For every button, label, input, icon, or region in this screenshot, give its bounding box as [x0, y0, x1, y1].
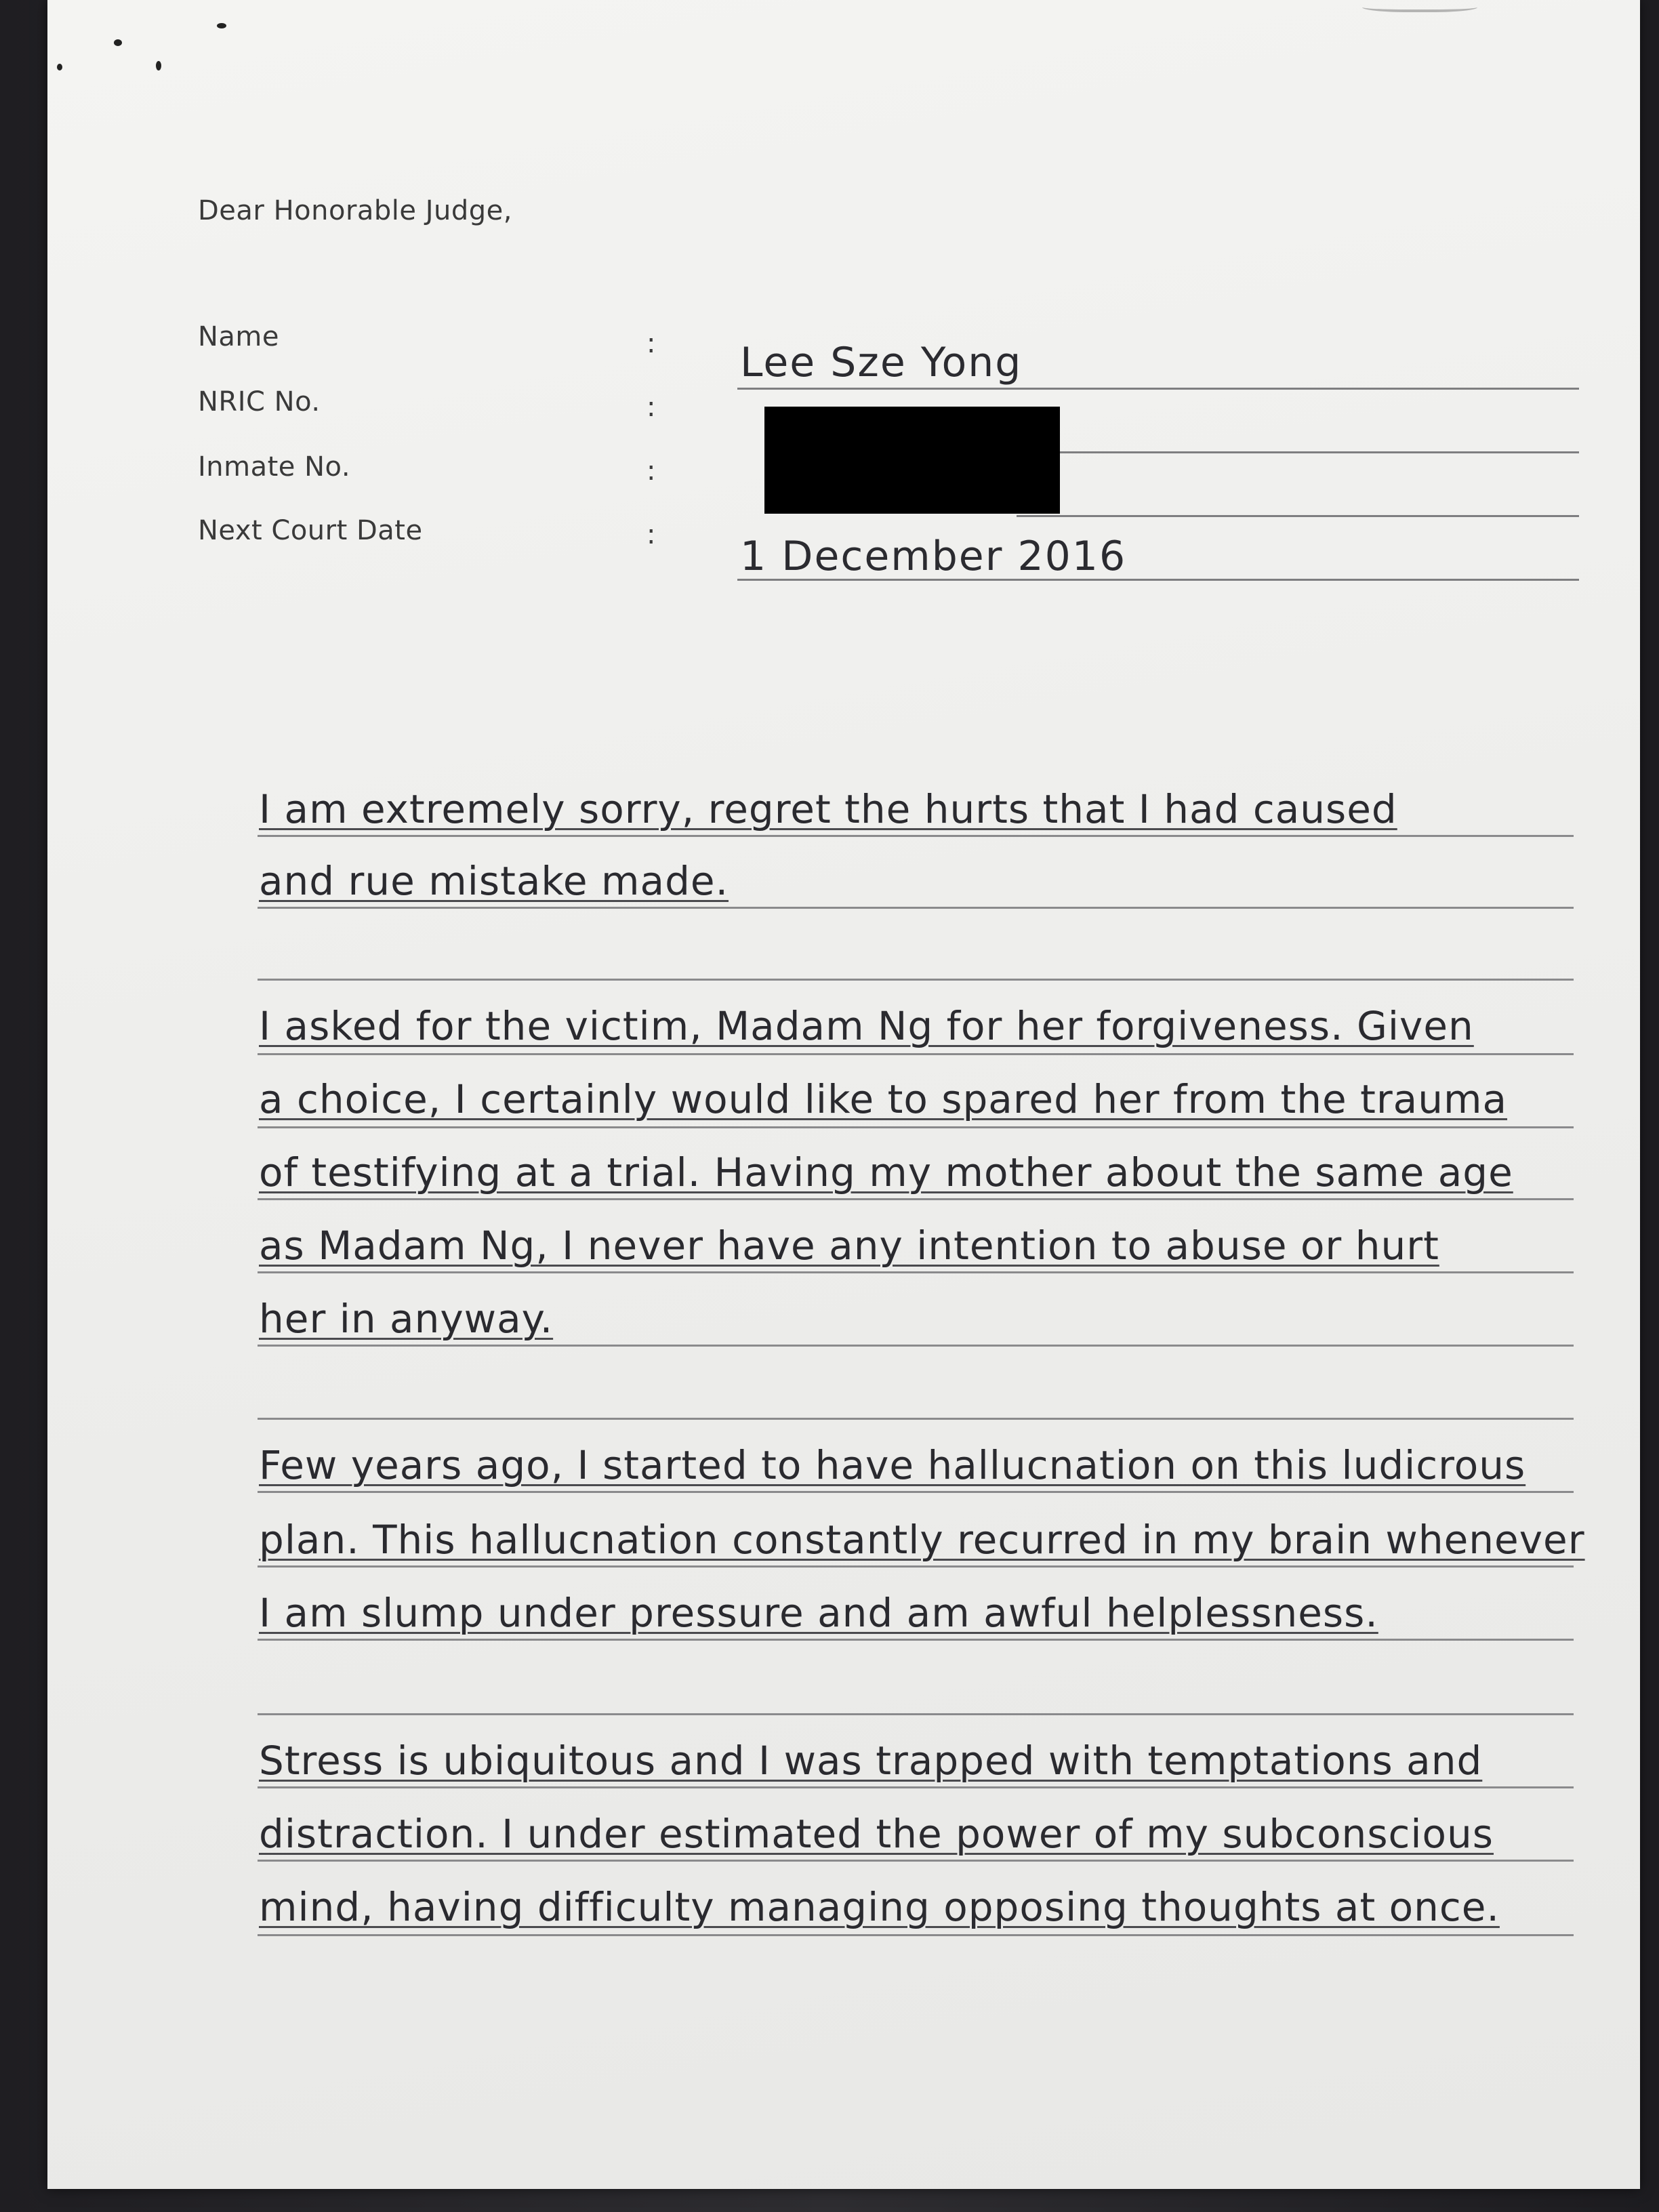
field-colon: :: [647, 455, 656, 487]
ruled-line: [258, 1639, 1574, 1641]
ruled-line: [258, 1053, 1574, 1055]
ruled-line: [258, 1491, 1574, 1493]
ruled-line: [258, 1126, 1574, 1128]
body-line: I am slump under pressure and am awful helplessness.: [259, 1590, 1378, 1636]
paper-speck: [57, 64, 62, 70]
redaction-block: [764, 407, 1060, 514]
ruled-line: [258, 979, 1574, 981]
ruled-line: [258, 1345, 1574, 1347]
ruled-line: [258, 1786, 1574, 1788]
paper-speck: [156, 61, 161, 70]
field-value-name: Lee Sze Yong: [740, 339, 1023, 386]
field-line-name: [737, 388, 1579, 390]
page-edge-mark: [1362, 0, 1477, 12]
ruled-line: [258, 1565, 1574, 1568]
body-line: and rue mistake made.: [259, 858, 729, 904]
body-line: as Madam Ng, I never have any intention to abuse or hurt: [259, 1223, 1439, 1269]
paper-speck: [217, 23, 226, 28]
ruled-line: [258, 835, 1574, 837]
field-label-court-date: Next Court Date: [198, 515, 423, 546]
salutation: Dear Honorable Judge,: [198, 195, 512, 226]
field-colon: :: [647, 519, 656, 550]
ruled-line: [258, 1713, 1574, 1715]
ruled-line: [258, 1271, 1574, 1273]
ruled-line: [258, 1934, 1574, 1936]
ruled-line: [258, 1198, 1574, 1200]
body-line: plan. This hallucnation constantly recurred in my brain whenever: [259, 1517, 1585, 1563]
field-line-nric: [1017, 451, 1579, 453]
body-line: mind, having difficulty managing opposing thoughts at once.: [259, 1884, 1500, 1930]
field-line-inmate: [1017, 515, 1579, 517]
body-line: Stress is ubiquitous and I was trapped with temptations and: [259, 1738, 1483, 1784]
body-line: a choice, I certainly would like to spared her from the trauma: [259, 1076, 1508, 1122]
field-colon: :: [647, 328, 656, 359]
ruled-line: [258, 1418, 1574, 1420]
field-label-nric: NRIC No.: [198, 386, 321, 417]
body-line: distraction. I under estimated the power of my subconscious: [259, 1811, 1494, 1857]
field-label-inmate: Inmate No.: [198, 451, 351, 483]
letter-sheet: [47, 0, 1640, 2189]
field-colon: :: [647, 392, 656, 423]
ruled-line: [258, 1860, 1574, 1862]
body-line: I asked for the victim, Madam Ng for her forgiveness. Given: [259, 1003, 1474, 1049]
body-line: her in anyway.: [259, 1296, 554, 1342]
paper-speck: [114, 39, 122, 46]
field-value-court-date: 1 December 2016: [740, 533, 1127, 580]
field-label-name: Name: [198, 321, 280, 352]
body-line: Few years ago, I started to have hallucnation on this ludicrous: [259, 1442, 1526, 1488]
body-line: I am extremely sorry, regret the hurts that I had caused: [259, 786, 1397, 832]
ruled-line: [258, 907, 1574, 909]
body-line: of testifying at a trial. Having my mother about the same age: [259, 1149, 1513, 1195]
